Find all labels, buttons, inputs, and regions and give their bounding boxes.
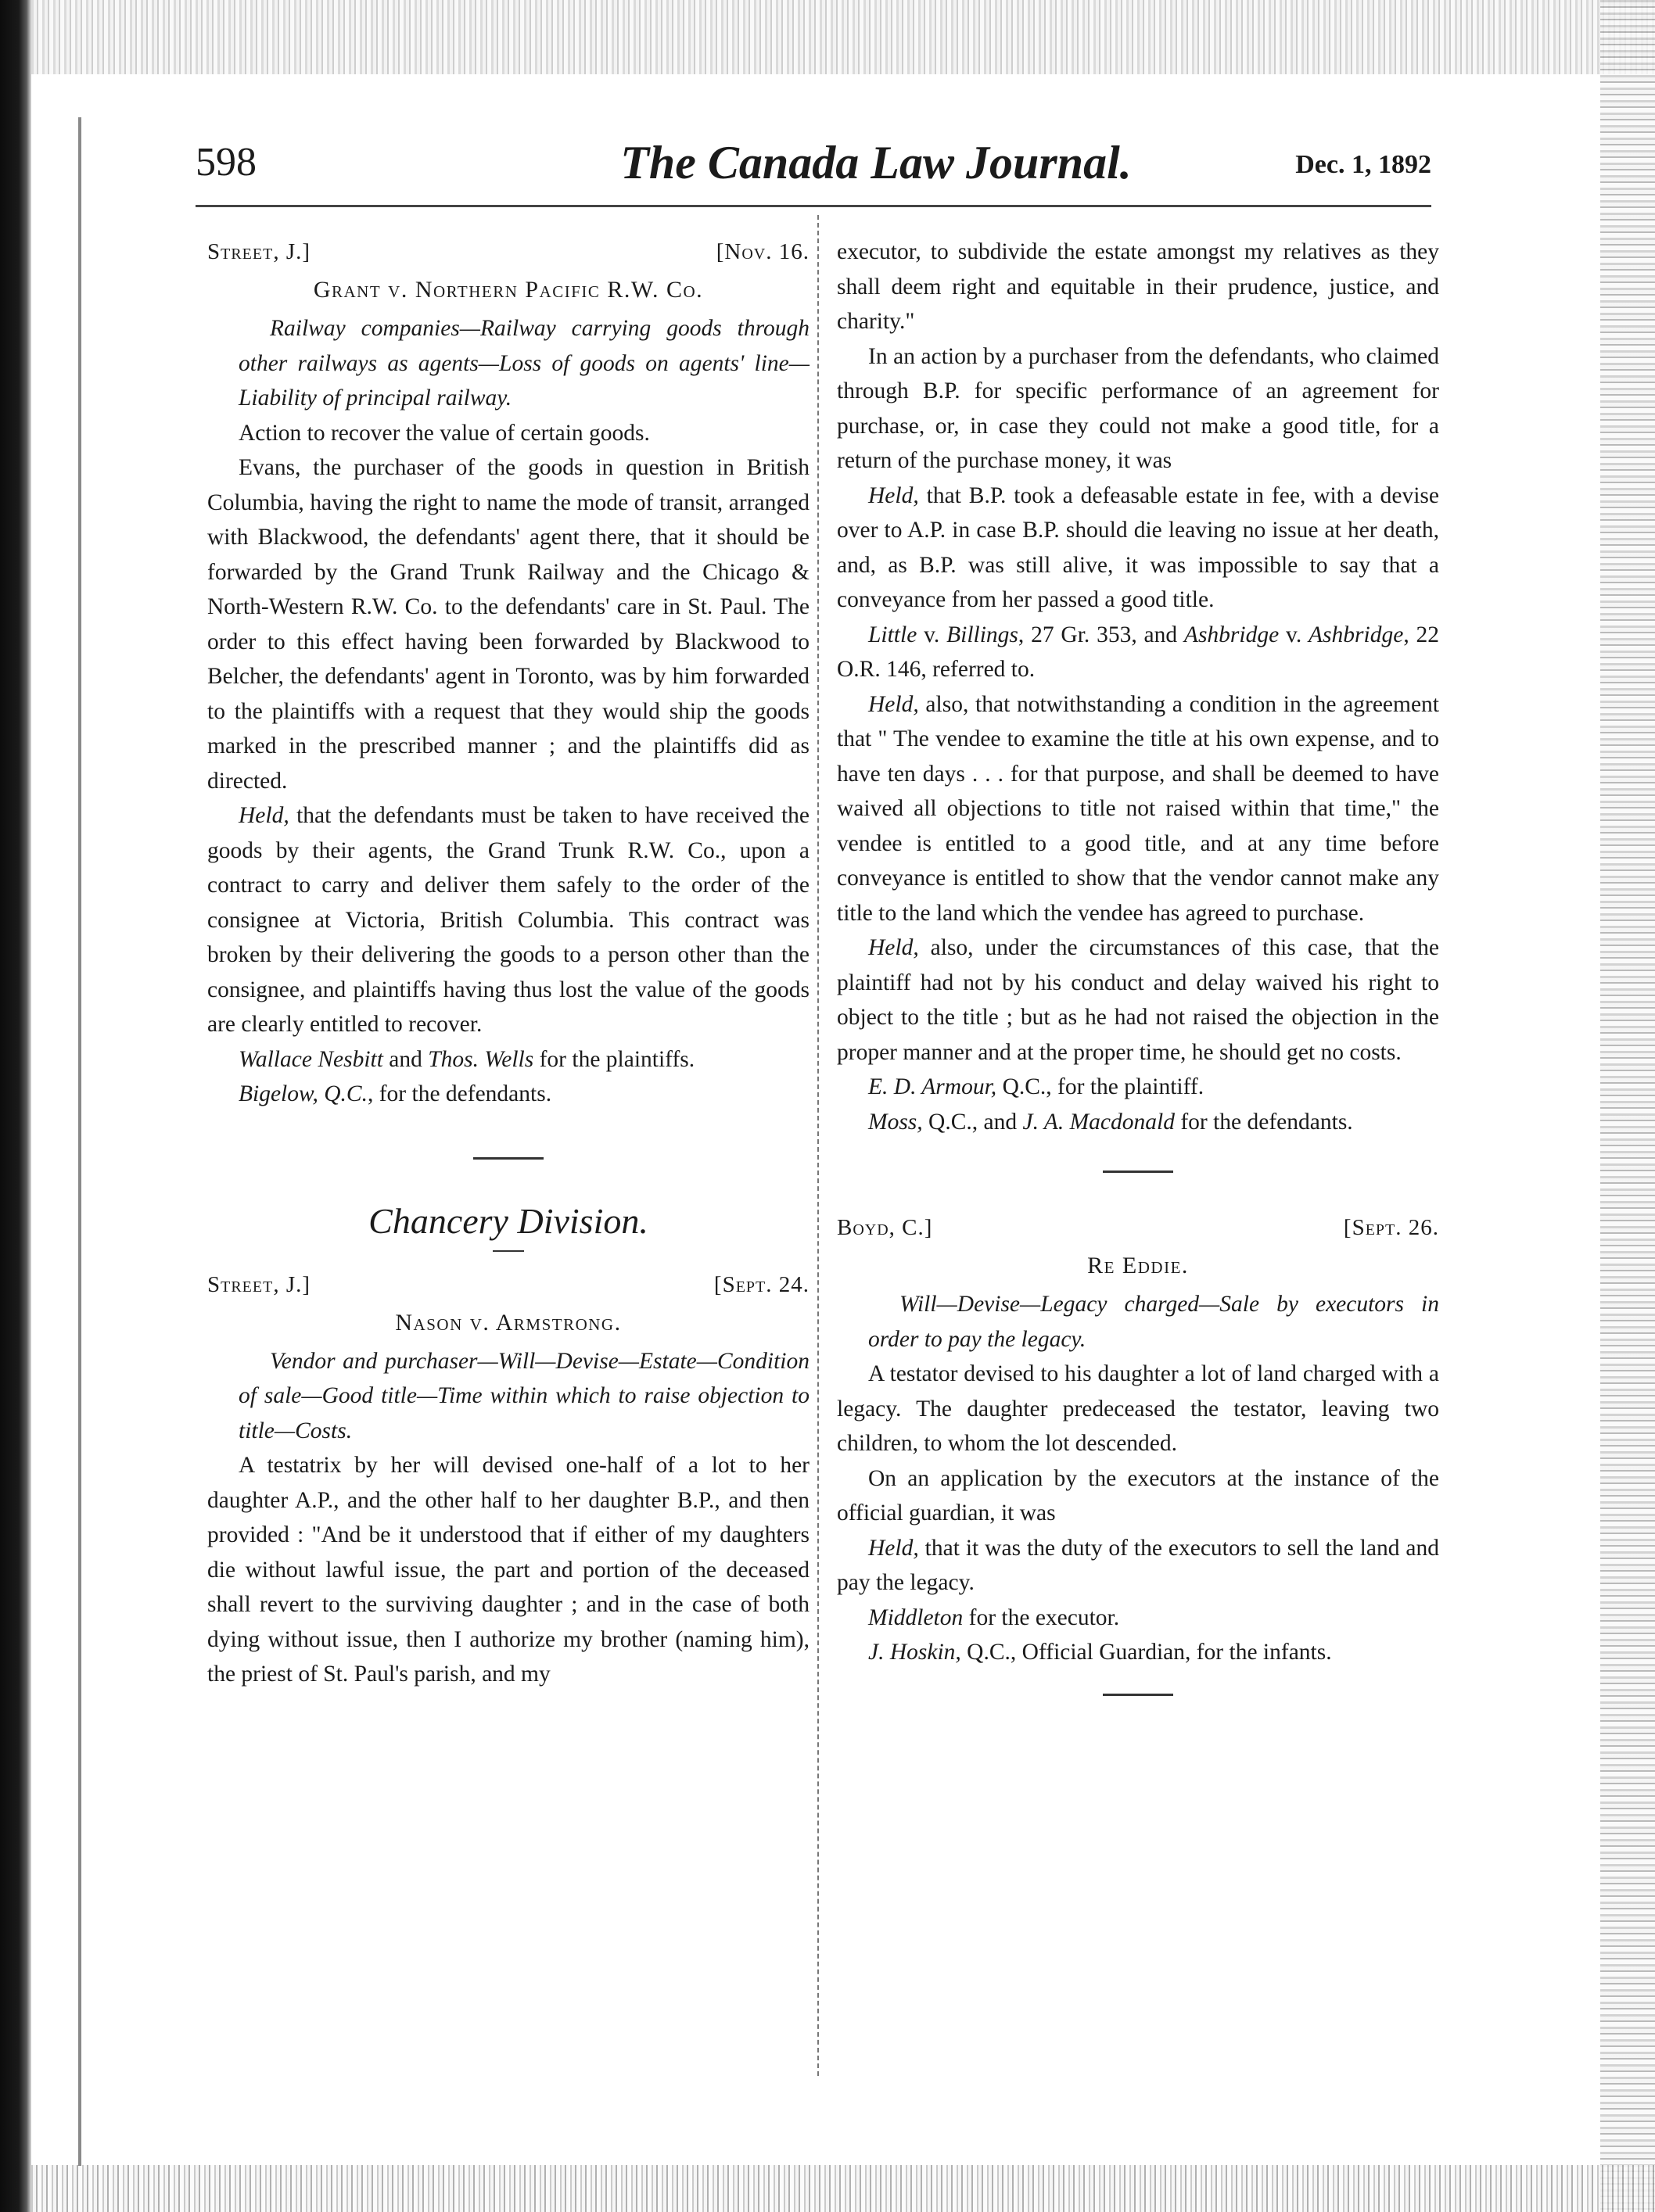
- header-date: Dec. 1, 1892: [1295, 150, 1431, 179]
- case-citation: Little: [868, 622, 917, 647]
- counsel-name: E. D. Armour,: [868, 1074, 997, 1099]
- case-title: Re Eddie.: [1087, 1253, 1189, 1278]
- case-judge-line: [207, 1267, 810, 1302]
- heading-dash: [493, 1250, 524, 1252]
- counsel-name: J. A. Macdonald: [1022, 1109, 1175, 1135]
- held-label: Held,: [868, 1535, 919, 1561]
- counsel-line: [207, 1042, 810, 1077]
- decision-date: [Sept. 26.: [1343, 1215, 1439, 1240]
- counsel-conj: Q.C., and: [922, 1109, 1023, 1135]
- held-label: Held,: [868, 482, 919, 508]
- left-column: [207, 235, 810, 1692]
- counsel-line: [837, 1635, 1439, 1670]
- decision-date: [Nov. 16.: [716, 239, 810, 264]
- column-divider: [817, 215, 819, 2076]
- paragraph: [837, 479, 1439, 618]
- counsel-line: [837, 1105, 1439, 1140]
- case-judge-line: [207, 235, 810, 269]
- counsel-role: , for the defendants.: [367, 1081, 552, 1106]
- citation-ref: , 22 O.R. 146, referred to.: [837, 622, 1439, 682]
- counsel-line: [207, 1077, 810, 1112]
- counsel-line: [837, 1601, 1439, 1636]
- case-title: Nason v. Armstrong.: [395, 1309, 622, 1335]
- held-label: Held,: [239, 803, 289, 828]
- case-citation: Ashbridge: [1183, 622, 1280, 647]
- paragraph: [207, 798, 810, 1042]
- citation-v: v.: [1279, 622, 1309, 647]
- decision-date: [Sept. 24.: [713, 1271, 810, 1297]
- case-citation: Billings: [946, 622, 1018, 647]
- binding-shadow: [78, 117, 81, 2166]
- case-judge-line: [837, 1210, 1439, 1245]
- headnote: Railway companies—Railway carrying goods through other railways as agents—Loss of goods on agents' line—Liability of principal railway.: [239, 316, 810, 410]
- paragraph: [837, 1531, 1439, 1601]
- paragraph: On an application by the executors at the instance of the official guardian, it was: [837, 1465, 1439, 1525]
- scan-border-top: [31, 0, 1655, 74]
- held-text: that it was the duty of the executors to sell the land and pay the legacy.: [837, 1535, 1439, 1595]
- headnote: Vendor and purchaser—Will—Devise—Estate—Condition of sale—Good title—Time within which to raise objection to title—Costs.: [239, 1348, 810, 1443]
- citation-ref: , 27 Gr. 353, and: [1018, 622, 1184, 647]
- paragraph: Evans, the purchaser of the goods in question in British Columbia, having the right to name the mode of transit, arranged with Blackwood, the defendants' agent there, that it should be forwarded by the Grand Trunk Railway and the Chicago & North-Western R.W. Co. to the defendants' care in St. Paul. The order to this effect having been forwarded by Blackwood to Belcher, the defendants' agent in Toronto, was by him forwarded to the plaintiffs with a request that they would ship the goods marked in the prescribed manner ; and the plaintiffs did as directed.: [207, 455, 810, 794]
- paragraph: A testatrix by her will devised one-half of a lot to her daughter A.P., and the other half to her daughter B.P., and then provided : "And be it understood that if either of my daughters die without lawful issue, the part and portion of the deceased shall revert to the surviving daughter ; and in the case of both dying without issue, then I authorize my brother (naming him), the priest of St. Paul's parish, and my: [207, 1453, 810, 1687]
- held-label: Held,: [868, 691, 919, 717]
- counsel-role: for the plaintiffs.: [533, 1046, 695, 1072]
- paragraph: executor, to subdivide the estate amongst my relatives as they shall deem right and equitable in their prudence, justice, and charity.": [837, 239, 1439, 334]
- held-text: also, that notwithstanding a condition in the agreement that " The vendee to examine the title at his own expense, and to have ten days . . . for that purpose, and shall be deemed to have waived all objections to title not raised within that time," the vendee is entitled to a good title, and at any time before conveyance is entitled to show that the vendor cannot make any title to the land which the vendee has agreed to purchase.: [837, 691, 1439, 926]
- headnote: Will—Devise—Legacy charged—Sale by executors in order to pay the legacy.: [868, 1292, 1439, 1352]
- paragraph: [837, 930, 1439, 1070]
- case-title: Grant v. Northern Pacific R.W. Co.: [313, 277, 704, 303]
- right-column: [837, 235, 1439, 1696]
- paragraph: A testator devised to his daughter a lot of land charged with a legacy. The daughter predeceased the testator, leaving two children, to whom the lot descended.: [837, 1361, 1439, 1456]
- held-text: also, under the circumstances of this case, that the plaintiff had not by his conduct and delay waived his right to object to the title ; but as he had not raised the objection in the proper manner and at the proper time, he should get no costs.: [837, 935, 1439, 1065]
- counsel-role: for the defendants.: [1174, 1109, 1353, 1135]
- counsel-conj: and: [382, 1046, 429, 1072]
- paragraph: [837, 687, 1439, 931]
- judge-name: Street, J.]: [207, 1271, 311, 1297]
- division-heading: Chancery Division.: [368, 1200, 648, 1241]
- judge-name: Boyd, C.]: [837, 1215, 933, 1240]
- running-title: The Canada Law Journal.: [620, 137, 1132, 188]
- counsel-role: Q.C., for the plaintiff.: [996, 1074, 1204, 1099]
- section-rule: [1103, 1694, 1173, 1696]
- scan-border-right: [1600, 0, 1655, 2212]
- paragraph: In an action by a purchaser from the defendants, who claimed through B.P. for specific performance of an agreement for purchase, or, in case they could not make a good title, for a return of the purchase money, it was: [837, 343, 1439, 473]
- header-rule: [196, 205, 1431, 207]
- counsel-name: Middleton: [868, 1604, 964, 1630]
- scan-border-left: [0, 0, 31, 2212]
- case-citation: Ashbridge: [1309, 622, 1404, 647]
- counsel-role: for the executor.: [963, 1604, 1120, 1630]
- held-label: Held,: [868, 935, 919, 960]
- page-header: [196, 139, 1431, 194]
- counsel-role: Q.C., Official Guardian, for the infants.: [960, 1640, 1332, 1665]
- judge-name: Street, J.]: [207, 239, 311, 264]
- held-text: that the defendants must be taken to have received the goods by their agents, the Grand Trunk R.W. Co., upon a contract to carry and deliver them safely to the order of the consignee at Victoria, British Columbia. This contract was broken by their delivering the goods to a person other than the consignee, and plaintiffs having thus lost the value of the goods are clearly entitled to recover.: [207, 803, 810, 1037]
- counsel-line: [837, 1070, 1439, 1105]
- citation-paragraph: [837, 618, 1439, 687]
- counsel-name: Thos. Wells: [428, 1046, 534, 1072]
- paragraph: Action to recover the value of certain goods.: [239, 420, 650, 446]
- counsel-name: Bigelow, Q.C.: [239, 1081, 368, 1106]
- page-number: 598: [196, 140, 257, 185]
- held-text: that B.P. took a defeasable estate in fee, with a devise over to A.P. in case B.P. should die leaving no issue at her death, and, as B.P. was still alive, it was impossible to say that a conveyance from her passed a good title.: [837, 482, 1439, 612]
- citation-v: v.: [917, 622, 947, 647]
- counsel-name: Wallace Nesbitt: [239, 1046, 383, 1072]
- counsel-name: Moss,: [868, 1109, 923, 1135]
- counsel-name: J. Hoskin,: [868, 1640, 961, 1665]
- scan-border-bottom: [31, 2165, 1655, 2212]
